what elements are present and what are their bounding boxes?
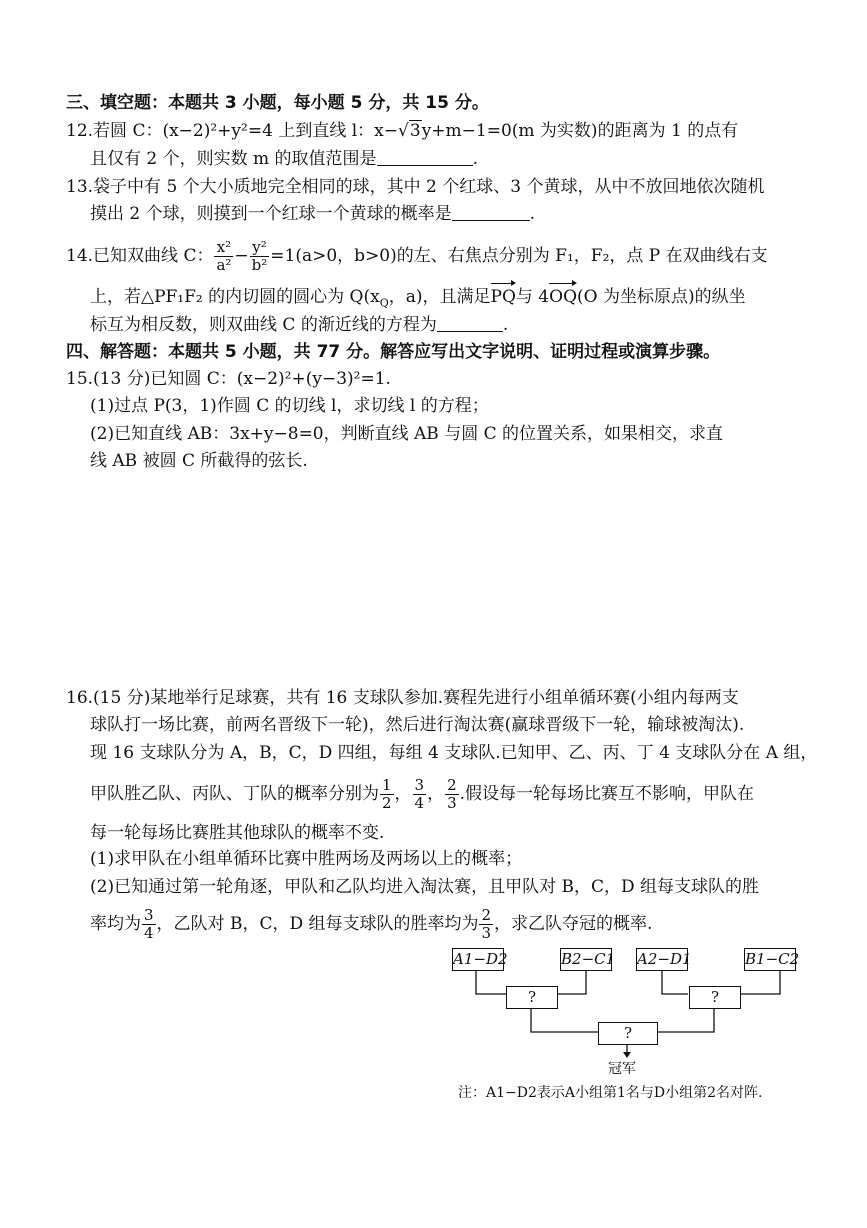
q14-line-3 bbox=[90, 314, 508, 336]
section-4-heading: 四、解答题：本题共 5 小题，共 77 分。解答应写出文字说明、证明过程或演算步骤。 bbox=[66, 342, 721, 362]
q16-line-7: (2)已知通过第一轮角逐，甲队和乙队均进入淘汰赛，且甲队对 B，C，D 组每支球队的胜 bbox=[90, 877, 760, 897]
q12-period: . bbox=[472, 149, 478, 169]
match-a1-d2: A1−D2 bbox=[452, 948, 504, 971]
subscript: Q bbox=[379, 296, 389, 310]
match-a2-d1: A2−D1 bbox=[636, 948, 688, 971]
frac-numerator: 2 bbox=[447, 776, 457, 794]
q12-line-eq: l：x− bbox=[351, 121, 399, 141]
bracket-note: 注：A1−D2表示A小组第1名与D小组第2名对阵. bbox=[458, 1085, 763, 1101]
frac-numerator: 3 bbox=[414, 776, 425, 794]
q12-text: 且仅有 2 个，则实数 m 的取值范围是 bbox=[90, 149, 377, 169]
match-b1-c2: B1−C2 bbox=[744, 948, 796, 971]
q16-line-8 bbox=[90, 904, 652, 944]
q13-answer-blank[interactable] bbox=[452, 204, 530, 221]
frac-denominator: 3 bbox=[481, 924, 492, 942]
match-b2-c1: B2−C1 bbox=[560, 948, 612, 971]
q14-text: 上，若△PF₁F₂ 的内切圆的圆心为 Q(x bbox=[90, 287, 380, 307]
champion-label: 冠军 bbox=[608, 1061, 636, 1077]
frac-denominator: 3 bbox=[447, 794, 457, 812]
q12-sqrt-value: 3 bbox=[409, 121, 421, 141]
q16-line-1: 16.(15 分)某地举行足球赛，共有 16 支球队参加.赛程先进行小组单循环赛(小组内每两支 bbox=[66, 688, 739, 708]
frac-denominator: a² bbox=[216, 256, 232, 274]
semifinal-box-2: ? bbox=[689, 986, 741, 1009]
prob-frac bbox=[380, 777, 394, 812]
minus-sign: − bbox=[234, 246, 249, 266]
q16-line-2: 球队打一场比赛，前两名晋级下一轮)，然后进行淘汰赛(赢球晋级下一轮，输球被淘汰). bbox=[90, 715, 745, 735]
q16-line-4 bbox=[90, 774, 754, 814]
q13-text: 摸出 2 个球，则摸到一个红球一个黄球的概率是 bbox=[90, 204, 452, 224]
q14-period: . bbox=[502, 315, 509, 335]
section-3-heading: 三、填空题：本题共 3 小题，每小题 5 分，共 15 分。 bbox=[66, 93, 489, 113]
q14-line-2 bbox=[90, 286, 746, 314]
q12-line-1 bbox=[66, 120, 738, 142]
frac-denominator: b² bbox=[251, 256, 268, 274]
q14-text: ，a)，且满足 bbox=[388, 287, 491, 307]
q14-frac-x bbox=[214, 239, 233, 274]
frac-numerator: 2 bbox=[481, 906, 492, 924]
q15-line-3: (2)已知直线 AB：3x+y−8=0，判断直线 AB 与圆 C 的位置关系，如果相交，求直 bbox=[90, 424, 724, 444]
q16-text: 甲队胜乙队、丙队、丁队的概率分别为 bbox=[90, 784, 379, 804]
q16-text: 率均为 bbox=[90, 914, 141, 934]
q14-text: 14.已知双曲线 C： bbox=[66, 246, 214, 266]
frac-denominator: 4 bbox=[414, 794, 425, 812]
q14-frac-y bbox=[250, 239, 270, 274]
q12-text: 上到直线 bbox=[272, 121, 352, 141]
prob-frac bbox=[142, 907, 156, 942]
vector-pq: PQ bbox=[490, 287, 516, 307]
frac-numerator: 1 bbox=[382, 776, 392, 794]
q15-line-2: (1)过点 P(3，1)作圆 C 的切线 l，求切线 l 的方程； bbox=[90, 396, 489, 416]
q16-line-6: (1)求甲队在小组单循环比赛中胜两场及两场以上的概率； bbox=[90, 849, 523, 869]
frac-numerator: 3 bbox=[144, 906, 154, 924]
q15-line-4: 线 AB 被圆 C 所截得的弦长. bbox=[90, 451, 308, 471]
q14-text: =1(a>0，b>0)的左、右焦点分别为 F₁，F₂，点 P 在双曲线右支 bbox=[270, 246, 768, 266]
q13-line-1: 13.袋子中有 5 个大小质地完全相同的球，其中 2 个红球、3 个黄球，从中不放回地依次随机 bbox=[66, 177, 765, 197]
q12-line-eq-rest: y+m−1=0(m 为实数)的距离为 1 的点有 bbox=[421, 121, 739, 141]
semifinal-box-1: ? bbox=[506, 986, 558, 1009]
q12-circle-eq: C：(x−2)²+y²=4 bbox=[132, 121, 273, 141]
q16-text: ，乙队对 B，C，D 组每支球队的胜率均为 bbox=[156, 914, 479, 934]
q14-text: 标互为相反数，则双曲线 C 的渐近线的方程为 bbox=[90, 315, 437, 335]
q12-text: 12.若圆 bbox=[66, 121, 133, 141]
vector-oq: OQ bbox=[549, 287, 578, 307]
frac-numerator: x² bbox=[214, 239, 233, 257]
comma: ， bbox=[394, 784, 412, 804]
q14-text: 与 4 bbox=[515, 287, 550, 307]
frac-denominator: 4 bbox=[144, 924, 154, 942]
q14-text: (O 为坐标原点)的纵坐 bbox=[577, 287, 746, 307]
q16-line-3: 现 16 支球队分为 A，B，C，D 四组，每组 4 支球队.已知甲、乙、丙、丁 4 支球队分在 A 组， bbox=[90, 743, 818, 763]
frac-denominator: 2 bbox=[382, 794, 392, 812]
q16-line-5: 每一轮每场比赛胜其他球队的概率不变. bbox=[90, 823, 385, 843]
q14-answer-blank[interactable] bbox=[437, 315, 503, 332]
q16-text: ，求乙队夺冠的概率. bbox=[494, 914, 653, 934]
q12-answer-blank[interactable] bbox=[377, 149, 473, 166]
q15-line-1: 15.(13 分)已知圆 C：(x−2)²+(y−3)²=1. bbox=[66, 369, 391, 389]
prob-frac bbox=[479, 907, 493, 942]
q16-text: .假设每一轮每场比赛互不影响，甲队在 bbox=[459, 784, 755, 804]
final-box: ? bbox=[598, 1022, 658, 1045]
q12-line-2 bbox=[90, 148, 478, 170]
q14-line-1 bbox=[66, 238, 768, 274]
prob-frac bbox=[445, 777, 459, 812]
q13-line-2 bbox=[90, 203, 535, 225]
frac-numerator: y² bbox=[250, 239, 270, 257]
prob-frac bbox=[413, 777, 427, 812]
comma: ， bbox=[427, 784, 445, 804]
sqrt-sign: √ bbox=[398, 121, 409, 141]
q13-period: . bbox=[529, 204, 536, 224]
